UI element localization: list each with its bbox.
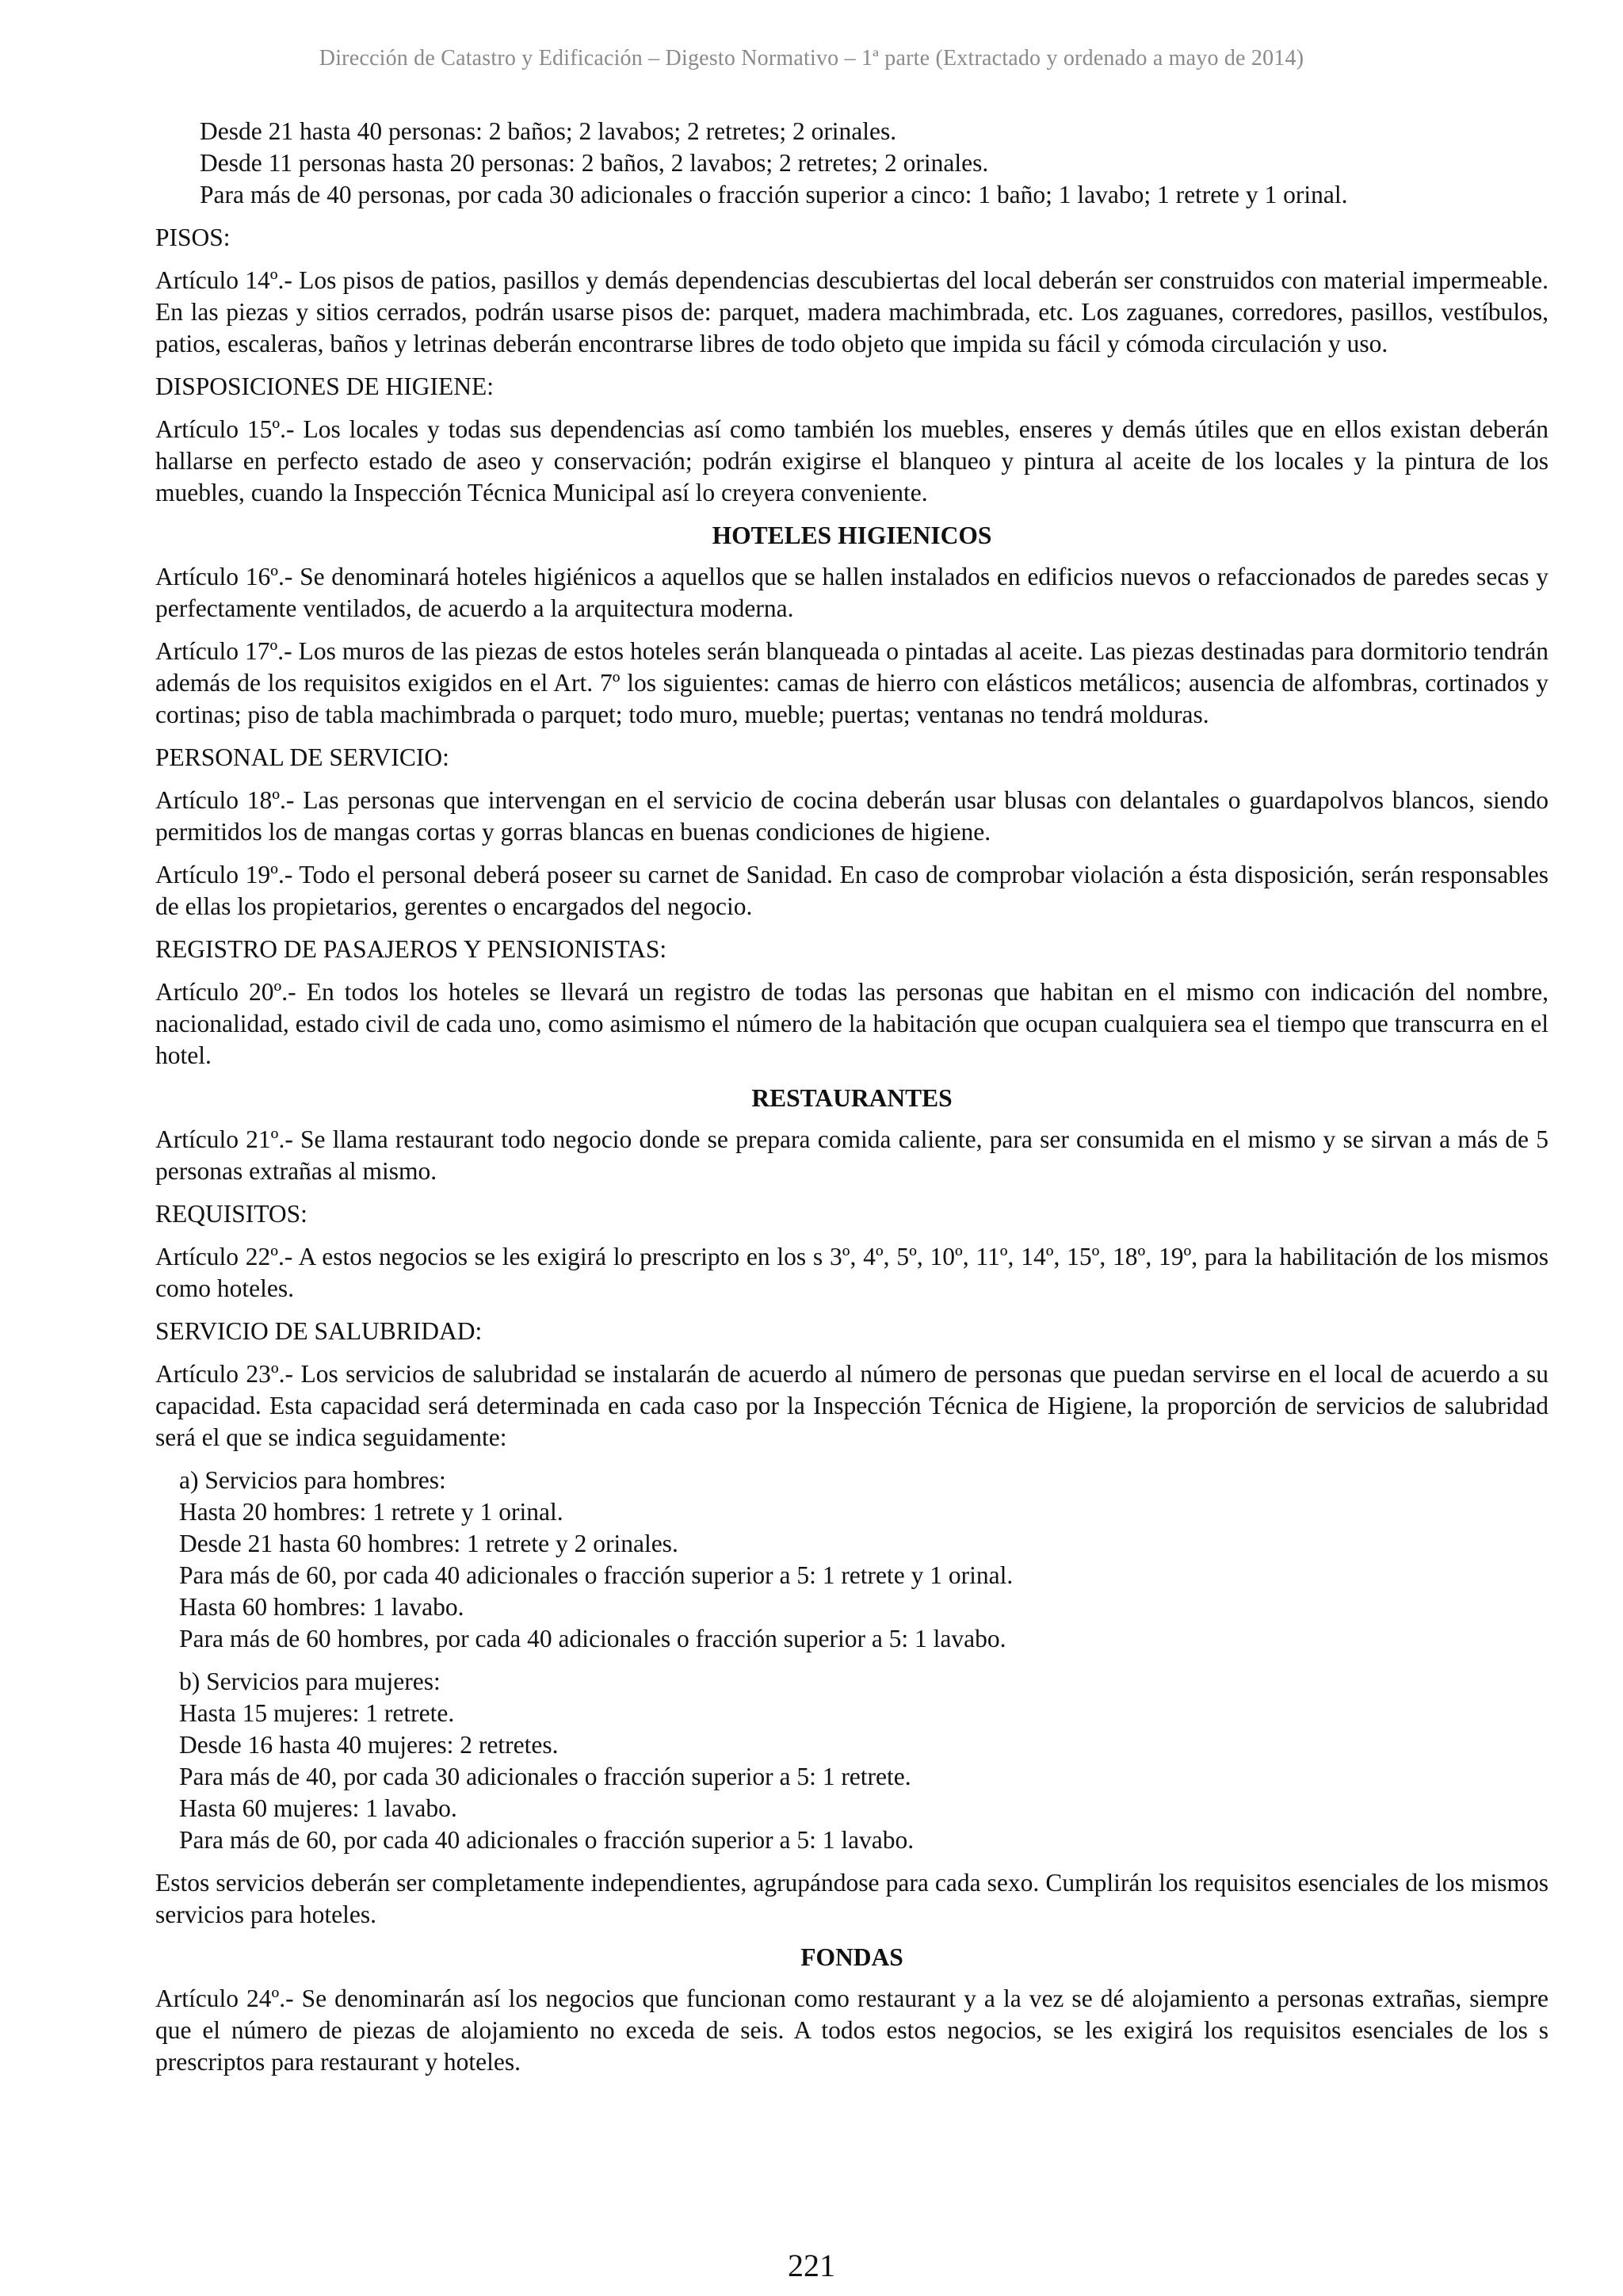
section-heading-registro: REGISTRO DE PASAJEROS Y PENSIONISTAS: [155,935,667,963]
list-item: Desde 21 hasta 40 personas: 2 baños; 2 lavabos; 2 retretes; 2 orinales. [200,117,897,145]
document-body [155,116,1549,2089]
list-item: Hasta 60 hombres: 1 lavabo. [179,1593,464,1621]
intro-list [155,116,1549,211]
article-14: Artículo 14º.- Los pisos de patios, pasillos y demás dependencias descubiertas del local deberán ser construidos con material impermeable. En las piezas y sitios cerrados, podrán usarse pisos de: parquet, madera machimbrada, etc. Los zaguanes, corredores, pasillos, vestíbulos, patios, escaleras, baños y letrinas deberán encontrarse libres de todo objeto que impida su fácil y cómoda circulación y uso. [155,266,1549,357]
article-16: Artículo 16º.- Se denominará hoteles higiénicos a aquellos que se hallen instalados en edificios nuevos o refaccionados de paredes secas y perfectamente ventilados, de acuerdo a la arquitectura moderna. [155,563,1549,622]
list-item: Para más de 60 hombres, por cada 40 adicionales o fracción superior a 5: 1 lavabo. [179,1625,1006,1652]
article-17: Artículo 17º.- Los muros de las piezas de estos hoteles serán blanqueada o pintadas al aceite. Las piezas destinadas para dormitorio tendrán además de los requisitos exigidos en el Art. 7º los siguientes: camas de hierro con elásticos metálicos; ausencia de alfombras, cortinados y cortinas; piso de tabla machimbrada o parquet; todo muro, mueble; puertas; ventanas no tendrá molduras. [155,637,1549,728]
list-item: Para más de 60, por cada 40 adicionales o fracción superior a 5: 1 lavabo. [179,1826,915,1854]
article-15: Artículo 15º.- Los locales y todas sus dependencias así como también los muebles, enseres y demás útiles que en ellos existan deberán hallarse en perfecto estado de aseo y conservación; podrán exigirse el blanqueo y pintura al aceite de los locales y la pintura de los muebles, cuando la Inspección Técnica Municipal así lo creyera conveniente. [155,415,1549,506]
list-item: Hasta 20 hombres: 1 retrete y 1 orinal. [179,1498,563,1526]
list-item: Hasta 60 mujeres: 1 lavabo. [179,1794,457,1822]
section-heading-requisitos: REQUISITOS: [155,1200,307,1228]
list-item: Desde 21 hasta 60 hombres: 1 retrete y 2 orinales. [179,1530,678,1557]
article-21: Artículo 21º.- Se llama restaurant todo negocio donde se prepara comida caliente, para ser consumida en el mismo y se sirvan a más de 5 personas extrañas al mismo. [155,1125,1549,1185]
list-item: Para más de 40, por cada 30 adicionales o fracción superior a 5: 1 retrete. [179,1763,911,1790]
section-title-fondas: FONDAS [800,1943,903,1971]
article-19: Artículo 19º.- Todo el personal deberá poseer su carnet de Sanidad. En caso de comprobar violación a ésta disposición, serán responsables de ellas los propietarios, gerentes o encargados del negocio. [155,861,1549,920]
article-22: Artículo 22º.- A estos negocios se les exigirá lo prescripto en los s 3º, 4º, 5º, 10º, 11º, 14º, 15º, 18º, 19º, para la habilitación de los mismos como hoteles. [155,1243,1549,1302]
section-heading-personal: PERSONAL DE SERVICIO: [155,743,449,771]
list-item: Desde 16 hasta 40 mujeres: 2 retretes. [179,1731,559,1759]
hombres-list [155,1465,1549,1655]
list-item: Hasta 15 mujeres: 1 retrete. [179,1699,455,1727]
mujeres-list [155,1666,1549,1856]
list-item: Para más de 60, por cada 40 adicionales o fracción superior a 5: 1 retrete y 1 orinal. [179,1561,1014,1589]
page-number: 221 [788,2248,835,2283]
list-item: b) Servicios para mujeres: [179,1668,441,1695]
section-heading-pisos: PISOS: [155,223,231,251]
article-18: Artículo 18º.- Las personas que intervengan en el servicio de cocina deberán usar blusas con delantales o guardapolvos blancos, siendo permitidos los de mangas cortas y gorras blancas en buenas condiciones de higiene. [155,786,1549,846]
list-item: Para más de 40 personas, por cada 30 adicionales o fracción superior a cinco: 1 baño; 1 lavabo; 1 retrete y 1 orinal. [200,181,1348,208]
list-item: a) Servicios para hombres: [179,1466,446,1494]
article-23: Artículo 23º.- Los servicios de salubridad se instalarán de acuerdo al número de personas que puedan servirse en el local de acuerdo a su capacidad. Esta capacidad será determinada en cada caso por la Inspección Técnica de Higiene, la proporción de servicios de salubridad será el que se indica seguidamente: [155,1360,1549,1451]
section-heading-higiene: DISPOSICIONES DE HIGIENE: [155,372,494,400]
section-heading-salubridad: SERVICIO DE SALUBRIDAD: [155,1317,483,1345]
article-20: Artículo 20º.- En todos los hoteles se llevará un registro de todas las personas que habitan en el mismo con indicación del nombre, nacionalidad, estado civil de cada uno, como asimismo el número de la habitación que ocupan cualquiera sea el tiempo que transcurra en el hotel. [155,978,1549,1069]
article-24: Artículo 24º.- Se denominarán así los negocios que funcionan como restaurant y a la vez se dé alojamiento a personas extrañas, siempre que el número de piezas de alojamiento no exceda de seis. A todos estos negocios, se les exigirá los requisitos esenciales de los s prescriptos para restaurant y hoteles. [155,1985,1549,2076]
page-header: Dirección de Catastro y Edificación – Digesto Normativo – 1ª parte (Extractado y ordenado a mayo de 2014) [319,46,1304,71]
servicios-note: Estos servicios deberán ser completamente independientes, agrupándose para cada sexo. Cumplirán los requisitos esenciales de los mismos servicios para hoteles. [155,1869,1549,1928]
section-title-hoteles: HOTELES HIGIENICOS [712,521,992,549]
section-title-restaurantes: RESTAURANTES [751,1084,953,1112]
list-item: Desde 11 personas hasta 20 personas: 2 baños, 2 lavabos; 2 retretes; 2 orinales. [200,149,989,177]
